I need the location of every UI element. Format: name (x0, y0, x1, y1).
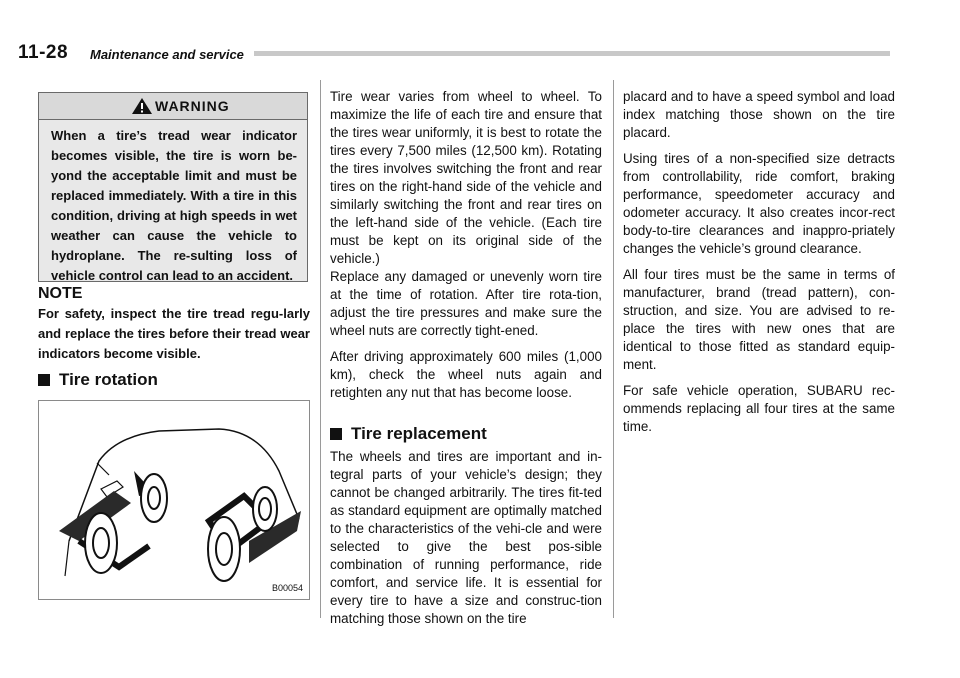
header-rule (254, 51, 890, 56)
column-divider-1 (320, 80, 321, 618)
note-title: NOTE (38, 285, 83, 302)
replacement-paragraph-1-part-b: placard and to have a speed symbol and load index matching those shown on the tire placard. (623, 89, 895, 140)
page-number: 11-28 (18, 42, 69, 63)
tire-rotation-figure (38, 400, 310, 600)
replacement-paragraph-3: All four tires must be the same in terms of manufacturer, brand (tread pattern), con-struction, and size. You are advised to re-place the tires with new ones that are identical to those fitted as standard equip-ment. (623, 267, 895, 372)
rotation-paragraph-1: Tire wear varies from wheel to wheel. To maximize the life of each tire and ensure that the tires wear uniformly, it is best to rotate the tires every 7,500 miles (12,500 km). Rotating the tires involves switching the front and rear tires on the right-hand side of the vehicle and similarly switching the front and rear tires on the left-hand side of the vehicle. (Each tire must be kept on its original side of the vehicle.) (330, 89, 602, 266)
bullet-square-icon (38, 374, 50, 386)
rotation-paragraph-3: After driving approximately 600 miles (1,000 km), check the wheel nuts again and retighten any nut that has become loose. (330, 349, 602, 400)
page-header (18, 42, 890, 64)
replacement-paragraph-2: Using tires of a non-specified size detracts from controllability, ride comfort, braking performance, speedometer accuracy and odometer accuracy. It also creates incor-rect body-to-tire clearances and inappro-priately changes the vehicle’s ground clearance. (623, 151, 895, 256)
tire-rotation-heading-label: Tire rotation (59, 370, 158, 389)
column-2-text (330, 88, 602, 410)
warning-box (38, 92, 308, 282)
tire-replacement-heading-label: Tire replacement (351, 424, 487, 443)
warning-header (39, 93, 307, 120)
warning-title: WARNING (155, 98, 230, 114)
replacement-paragraph-1-part-a: The wheels and tires are important and in-tegral parts of your vehicle’s design; they cannot be changed arbitrarily. The tires fit-ted as standard equipment are optimally matched to the characteristics of the vehi-cle and were selected to give the best pos-sible combination of running performance, ride comfort, and service life. It is essential for every tire to have a size and construc-tion matching those shown on the tire (330, 449, 602, 626)
replacement-paragraph-1a (330, 448, 602, 628)
warning-triangle-icon (131, 97, 153, 115)
warning-text: When a tire’s tread wear indicator becomes visible, the tire is worn be-yond the acceptable limit and must be replaced immediately. With a tire in this condition, driving at high speeds in wet weather can cause the vehicle to hydroplane. The re-sulting loss of vehicle control can lead to an accident. (51, 128, 297, 283)
column-divider-2 (613, 80, 614, 618)
rotation-paragraph-2: Replace any damaged or unevenly worn tire at the time of rotation. After tire rota-tion, adjust the tire pressures and make sure the wheel nuts are correctly tight-ened. (330, 269, 602, 338)
section-title: Maintenance and service (90, 47, 244, 62)
replacement-paragraph-4: For safe vehicle operation, SUBARU rec-ommends replacing all four tires at the same time. (623, 383, 895, 434)
tire-rotation-diagram (39, 401, 309, 599)
figure-code: B00054 (271, 583, 303, 593)
bullet-square-icon (330, 428, 342, 440)
note-text: For safety, inspect the tire tread regu-larly and replace the tires before their tread wear indicators become visible. (38, 306, 310, 361)
tire-replacement-heading (330, 424, 487, 444)
tire-rotation-heading (38, 370, 158, 390)
column-3-text (623, 88, 895, 444)
